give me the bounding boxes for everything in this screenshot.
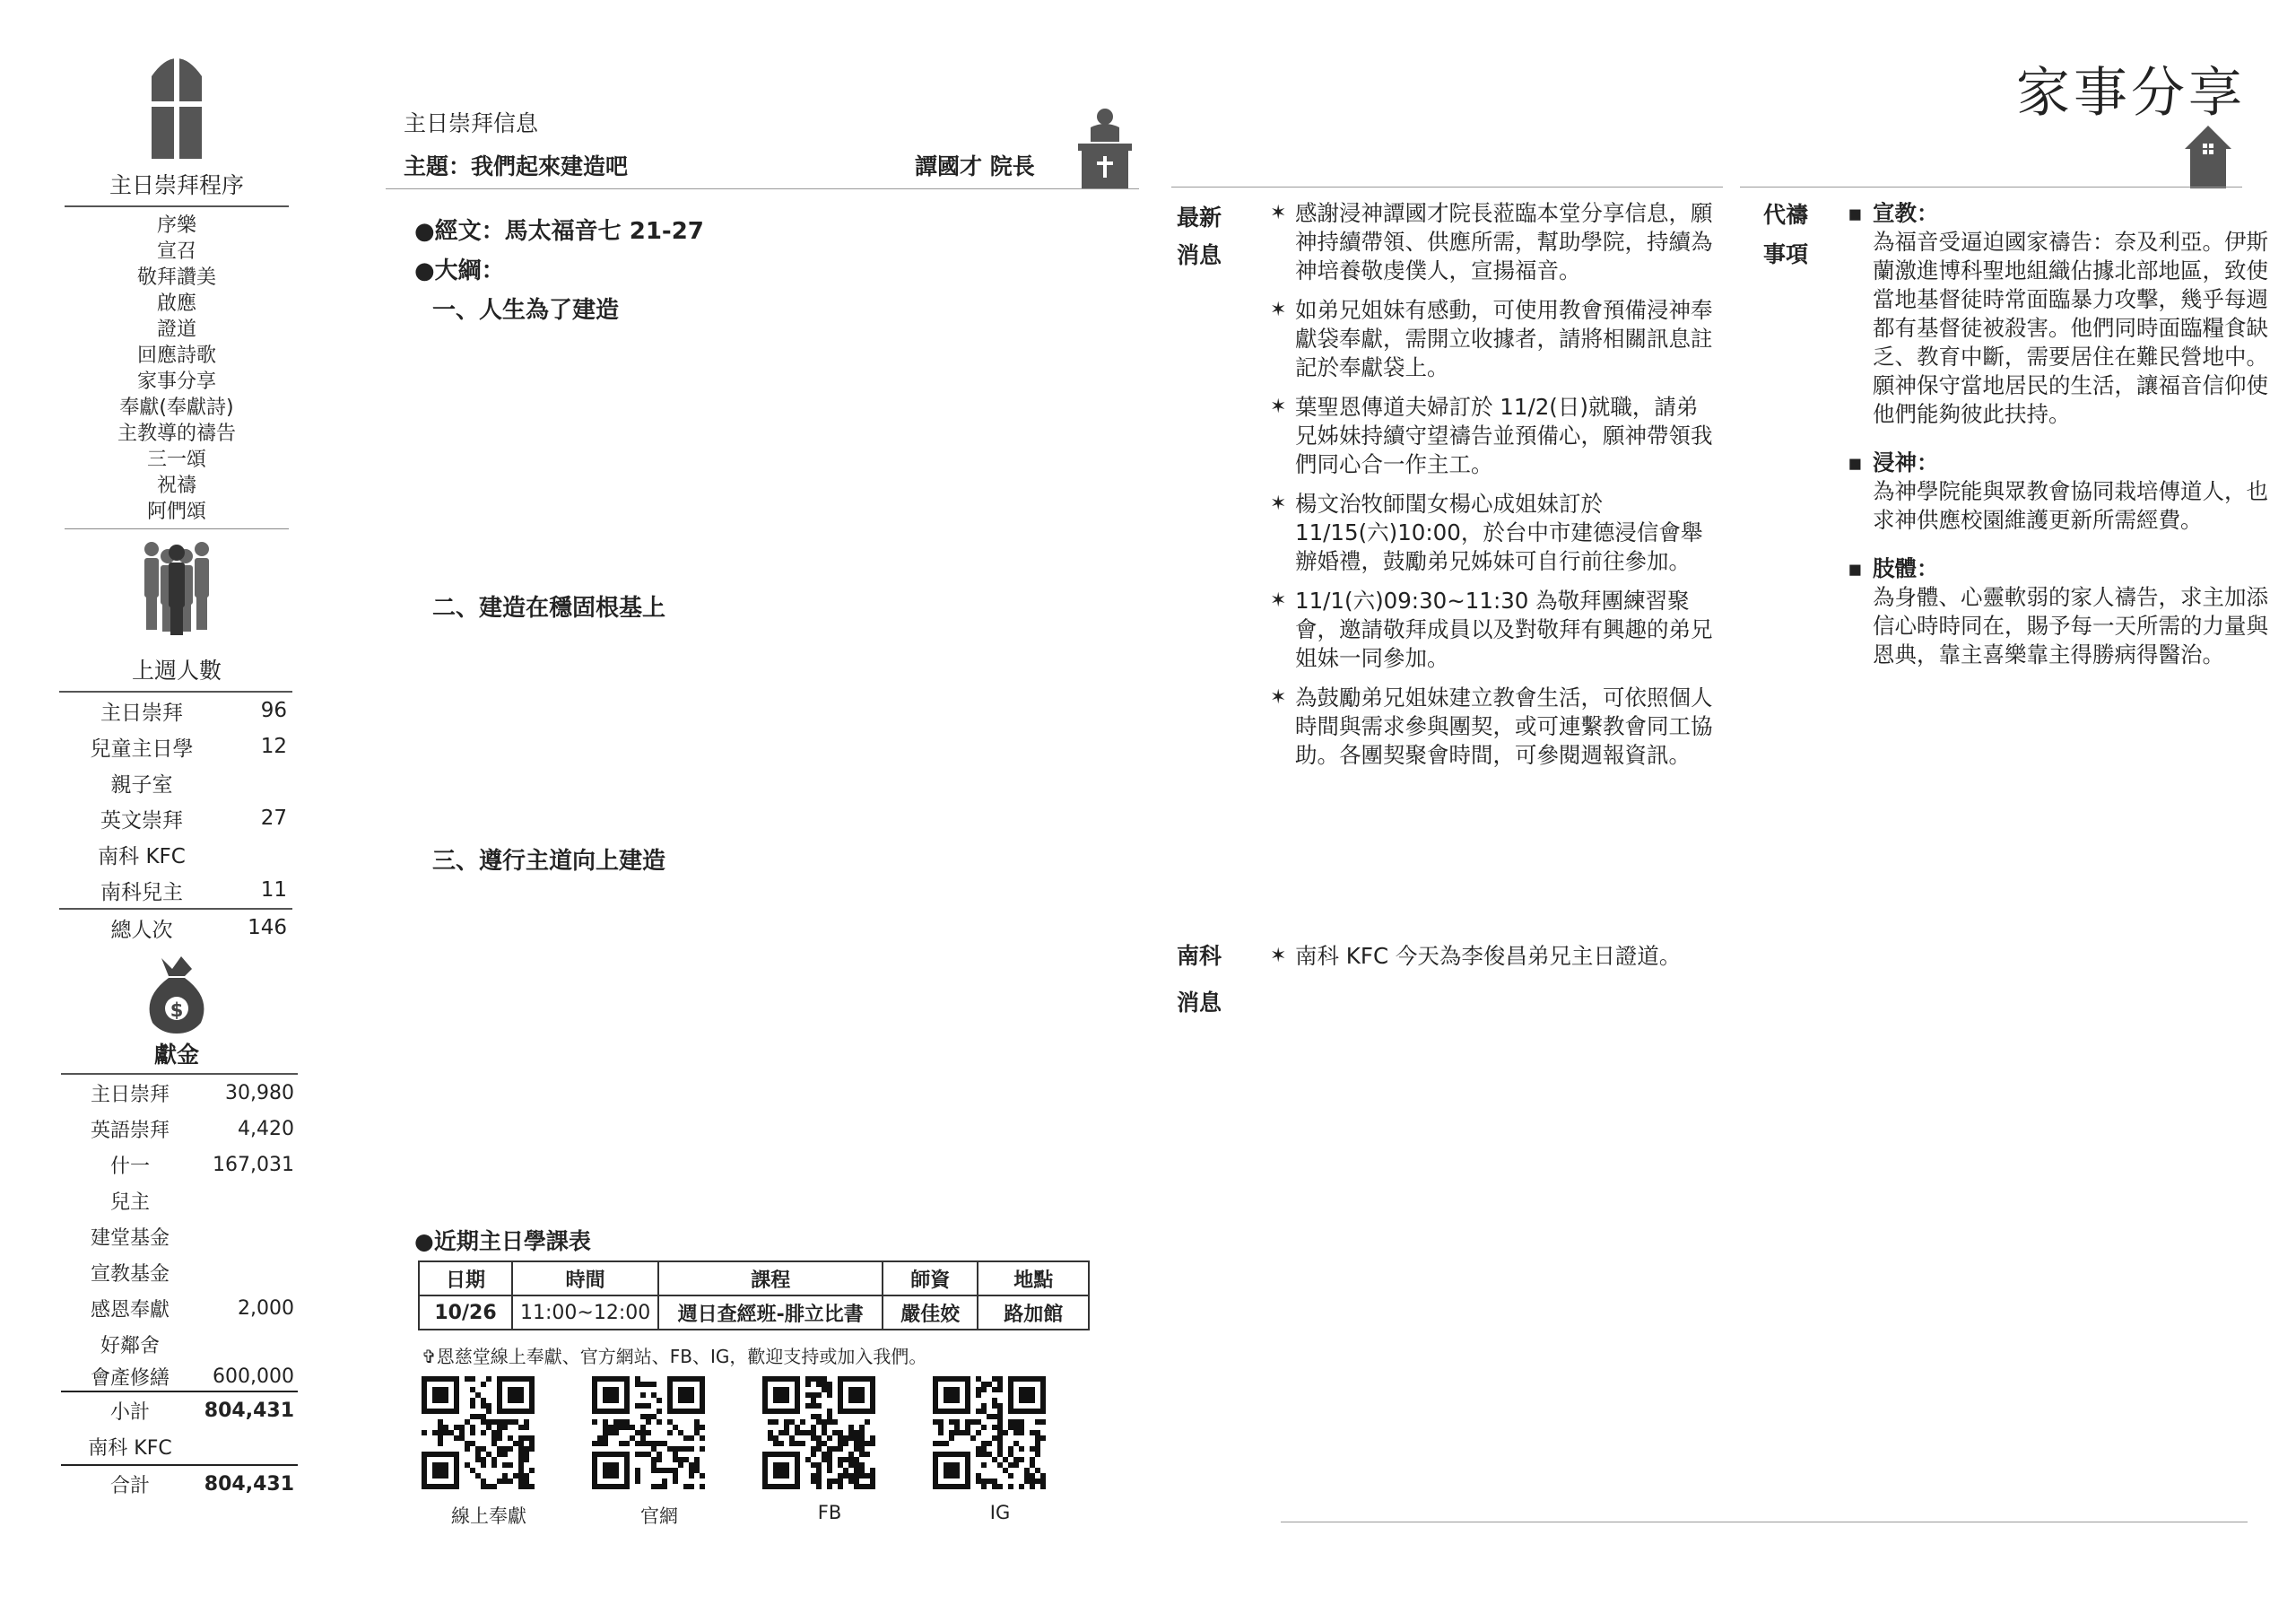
house-icon xyxy=(2185,126,2231,192)
sermon-theme: 主題：我們起來建造吧 xyxy=(404,153,629,179)
qr-fb[interactable]: FB xyxy=(762,1376,897,1529)
sermon-outline xyxy=(414,212,1096,330)
offering-title: 獻金 xyxy=(153,1042,199,1068)
outline-point-3: 三、遵行主道向上建造 xyxy=(432,848,666,875)
share-title: 家事分享 xyxy=(2016,62,2246,125)
schedule-title: ●近期主日學課表 xyxy=(414,1228,591,1254)
money-bag-icon xyxy=(56,953,298,1037)
order-item: 阿們頌 xyxy=(146,501,206,523)
star-icon: ✶ xyxy=(1270,299,1287,321)
order-item: 證道 xyxy=(156,318,196,341)
order-item: 祝禱 xyxy=(156,475,196,497)
qr-code-icon xyxy=(592,1376,705,1489)
bullet-icon: ▪ xyxy=(1848,555,1863,581)
bullet-icon: ▪ xyxy=(1848,200,1863,226)
order-title: 主日崇拜程序 xyxy=(109,172,244,198)
offering-kfc: 南科 KFC xyxy=(88,1436,172,1460)
order-item: 敬拜讚美 xyxy=(136,266,216,289)
scripture: ●經文：馬太福音七 21-27 xyxy=(414,218,704,245)
church-window-icon xyxy=(56,49,298,164)
offering-total: 合計 804,431 xyxy=(109,1472,294,1497)
attendance-row: 英文崇拜 27 xyxy=(100,807,287,833)
offering-row: 宣教基金 xyxy=(90,1262,170,1286)
prayer-label: 代禱 事項 xyxy=(1763,202,1809,267)
order-item: 奉獻(奉獻詩) xyxy=(119,397,234,419)
offering-row: 會產修繕 600,000 xyxy=(90,1365,294,1390)
order-item: 家事分享 xyxy=(136,371,216,393)
news-item: ✶ 感謝浸神譚國才院長蒞臨本堂分享信息，願神持續帶領、供應所需，幫助學院，持續為神培養敬虔僕人，宣揚福音。 xyxy=(1270,200,1713,283)
prayer-item: ▪ 宣教： 為福音受逼迫國家禱告：奈及利亞。伊斯蘭激進博科聖地組織佔據北部地區，致使當地基督徒時常面臨暴力攻擊，幾乎每週都有基督徒被殺害。他們同時面臨糧食缺乏、教育中斷，需要居住在難民營地中。願神保守當地居民的生活，讓福音信仰使他們能夠彼此扶持。 xyxy=(1848,200,2268,427)
news-item: ✶ 如弟兄姐妹有感動，可使用教會預備浸神奉獻袋奉獻，需開立收據者，請將相關訊息註記於奉獻袋上。 xyxy=(1270,297,1713,380)
bullet-icon: ▪ xyxy=(1848,449,1863,475)
qr-code-icon xyxy=(422,1376,535,1489)
offering-row: 兒主 xyxy=(109,1191,150,1214)
offering-table xyxy=(56,1075,298,1391)
qr-group xyxy=(422,1376,1067,1529)
offering-row: 感恩奉獻 2,000 xyxy=(90,1296,294,1322)
star-icon: ✶ xyxy=(1270,396,1287,418)
star-icon: ✶ xyxy=(1270,686,1287,709)
prayer-list xyxy=(1848,199,2269,669)
news-item: ✶ 楊文治牧師閨女楊心成姐妹訂於 11/15(六)10:00，於台中市建德浸信會舉辦婚禮，鼓勵弟兄姊妹可自行前往參加。 xyxy=(1270,491,1703,574)
offering-row: 什一 167,031 xyxy=(109,1153,294,1178)
qr-code-icon xyxy=(933,1376,1046,1489)
attendance-total: 總人次 146 xyxy=(110,916,287,942)
news-item: ✶ 11/1(六)09:30~11:30 為敬拜團練習聚會，邀請敬拜成員以及對敬拜有興趣的弟兄姐妹一同參加。 xyxy=(1270,588,1713,671)
attendance-title: 上週人數 xyxy=(131,658,222,684)
outline-title: ●大綱： xyxy=(414,257,505,284)
news-item: ✶ 葉聖恩傳道夫婦訂於 11/2(日)就職，請弟兄姊妹持續守望禱告並預備心，願神帶領我們同心合一作主工。 xyxy=(1270,394,1713,477)
news-item: ✶ 為鼓勵弟兄姐妹建立教會生活，可依照個人時間與需求參與團契，或可連繫教會同工協助。各團契聚會時間，可參閱週報資訊。 xyxy=(1270,685,1713,768)
order-list xyxy=(65,205,289,525)
qr-ig[interactable]: IG xyxy=(933,1376,1067,1529)
attendance-row: 親子室 xyxy=(110,772,173,797)
links-note: ✞恩慈堂線上奉獻、官方網站、FB、IG，歡迎支持或加入我們。 xyxy=(422,1346,927,1367)
attendance-row: 南科兒主 11 xyxy=(100,878,287,904)
attendance-row: 南科 KFC xyxy=(98,844,186,868)
congregation-icon xyxy=(56,533,298,644)
qr-code-icon xyxy=(762,1376,875,1489)
qr-website[interactable]: 官網 xyxy=(592,1376,726,1529)
outline-point-2: 二、建造在穩固根基上 xyxy=(432,595,666,622)
offering-subtotal: 小計 804,431 xyxy=(109,1399,294,1424)
prayer-item: ▪ 浸神： 為神學院能與眾教會協同栽培傳道人，也求神供應校園維護更新所需經費。 xyxy=(1848,449,2268,533)
prayer-item: ▪ 肢體： 為身體、心靈軟弱的家人禱告，求主加添信心時時同在，賜予每一天所需的力量與恩典，靠主喜樂靠主得勝病得醫治。 xyxy=(1848,555,2268,667)
star-icon: ✶ xyxy=(1270,945,1287,967)
star-icon: ✶ xyxy=(1270,493,1287,515)
attendance-table xyxy=(56,693,298,908)
schedule-row: 10/26 11:00~12:00 週日查經班-腓立比書 嚴佳姣 路加館 xyxy=(419,1295,1089,1330)
schedule-header-row: 日期 時間 課程 師資 地點 xyxy=(419,1261,1089,1295)
offering-row: 好鄰舍 xyxy=(100,1334,160,1357)
order-item: 三一頌 xyxy=(146,449,206,471)
offering-row: 主日崇拜 30,980 xyxy=(90,1081,294,1106)
news-list xyxy=(1270,199,1715,781)
kfc-news-item: ✶ 南科 KFC 今天為李俊昌弟兄主日證道。 xyxy=(1270,933,1715,980)
star-icon: ✶ xyxy=(1270,202,1287,224)
order-item: 回應詩歌 xyxy=(136,345,216,367)
outline-point-1: 一、人生為了建造 xyxy=(432,297,620,324)
star-icon: ✶ xyxy=(1270,589,1287,612)
left-column xyxy=(56,49,298,1502)
attendance-row: 主日崇拜 96 xyxy=(100,699,287,725)
offering-row: 英語崇拜 4,420 xyxy=(90,1117,294,1142)
order-item: 序樂 xyxy=(156,214,196,237)
dollar-sign: $ xyxy=(170,999,184,1021)
news-label: 最新 消息 xyxy=(1177,205,1222,268)
qr-online-offering[interactable]: 線上奉獻 xyxy=(422,1376,556,1529)
schedule-table xyxy=(418,1260,1090,1330)
attendance-row: 兒童主日學 12 xyxy=(90,735,287,761)
order-item: 宣召 xyxy=(156,240,196,263)
kfc-news-label: 南科 消息 xyxy=(1177,943,1222,1016)
order-item: 主教導的禱告 xyxy=(117,423,236,445)
pulpit-icon xyxy=(1078,108,1132,192)
order-item: 啟應 xyxy=(156,292,196,315)
sermon-header: 主日崇拜信息 xyxy=(404,110,539,136)
sermon-speaker: 譚國才 院長 xyxy=(915,153,1035,179)
offering-row: 建堂基金 xyxy=(90,1226,170,1250)
